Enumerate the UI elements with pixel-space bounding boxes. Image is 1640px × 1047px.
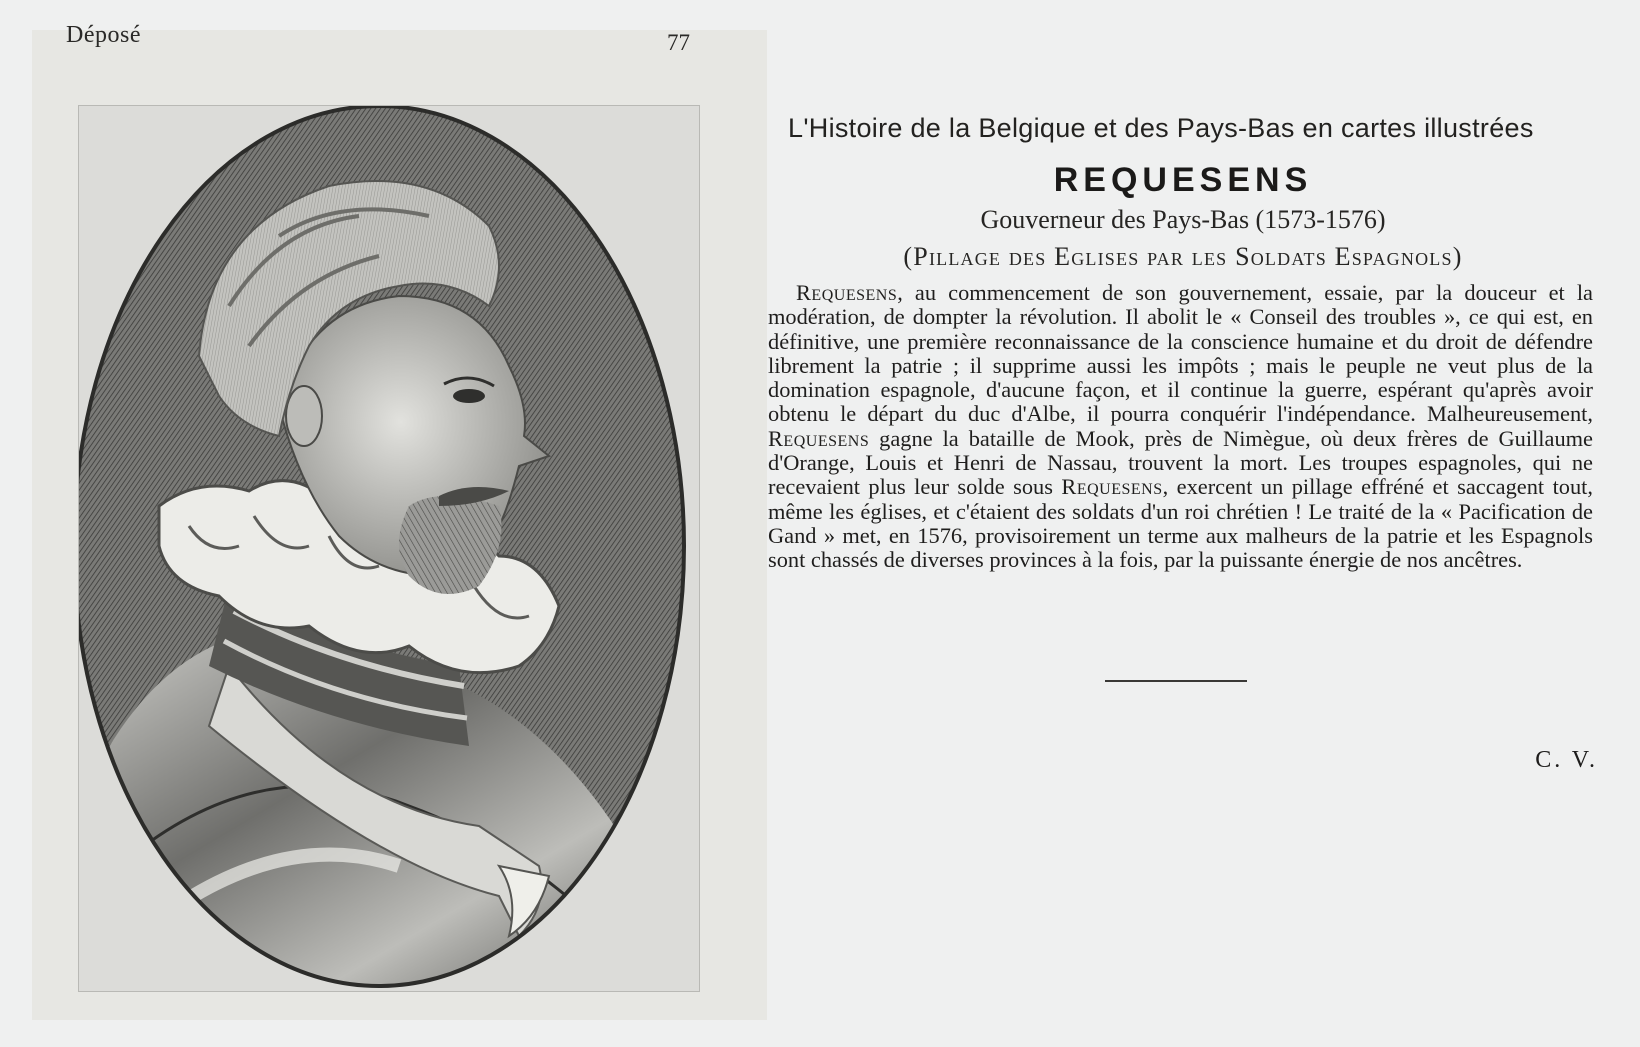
body-text: [768, 281, 1593, 573]
body-mid-name: Requesens: [768, 425, 870, 451]
signature: C. V.: [1535, 747, 1598, 773]
series-title: L'Histoire de la Belgique et des Pays-Bas en cartes illustrées: [788, 113, 1534, 143]
body-lead-name: Requesens: [796, 280, 898, 305]
subtitle: Gouverneur des Pays-Bas (1573-1576): [980, 205, 1386, 234]
body-end-name: Requesens: [1061, 474, 1163, 500]
episode-title: (Pillage des Eglises par les Soldats Espagnols): [903, 242, 1463, 271]
body-part-1: , au commencement de son gouvernement, essaie, par la douceur et la modération, de dompter la révolution. Il abolit le « Conseil des troubles », ce qui est, en définitive, une première reconnaissance de la conscience humaine et du droit de défendre librement la patrie ; il supprime aussi les impôts ; mais le peuple ne veut plus de la domination espagnole, d'aucune façon, et il continue la guerre, espérant qu'après avoir obtenu le départ du duc d'Albe, il pourra conquérir l'indépendance. Malheureusement,: [768, 280, 1593, 427]
portrait-engraving: [79, 106, 699, 991]
portrait-image: [78, 105, 700, 992]
page-title: REQUESENS: [1053, 161, 1313, 199]
depose-label: Déposé: [66, 22, 141, 48]
body-part-3: , exercent un pillage effréné et saccagent tout, même les églises, et c'étaient des soldats d'un roi chrétien ! Le traité de la « Pacification de Gand » met, en 1576, provisoirement un terme aux malheurs de la patrie et les Espagnols sont chassés de diverses provinces à la fois, par la puissante énergie de nos ancêtres.: [768, 474, 1593, 573]
body-paragraph: [768, 281, 1593, 573]
divider: [1105, 680, 1247, 682]
card-number: 77: [667, 30, 690, 55]
body-part-2: gagne la bataille de Mook, près de Nimègue, où deux frères de Guillaume d'Orange, Louis et Henri de Nassau, trouvent la mort. Les troupes espagnoles, qui ne recevaient plus leur solde sous: [768, 425, 1593, 500]
